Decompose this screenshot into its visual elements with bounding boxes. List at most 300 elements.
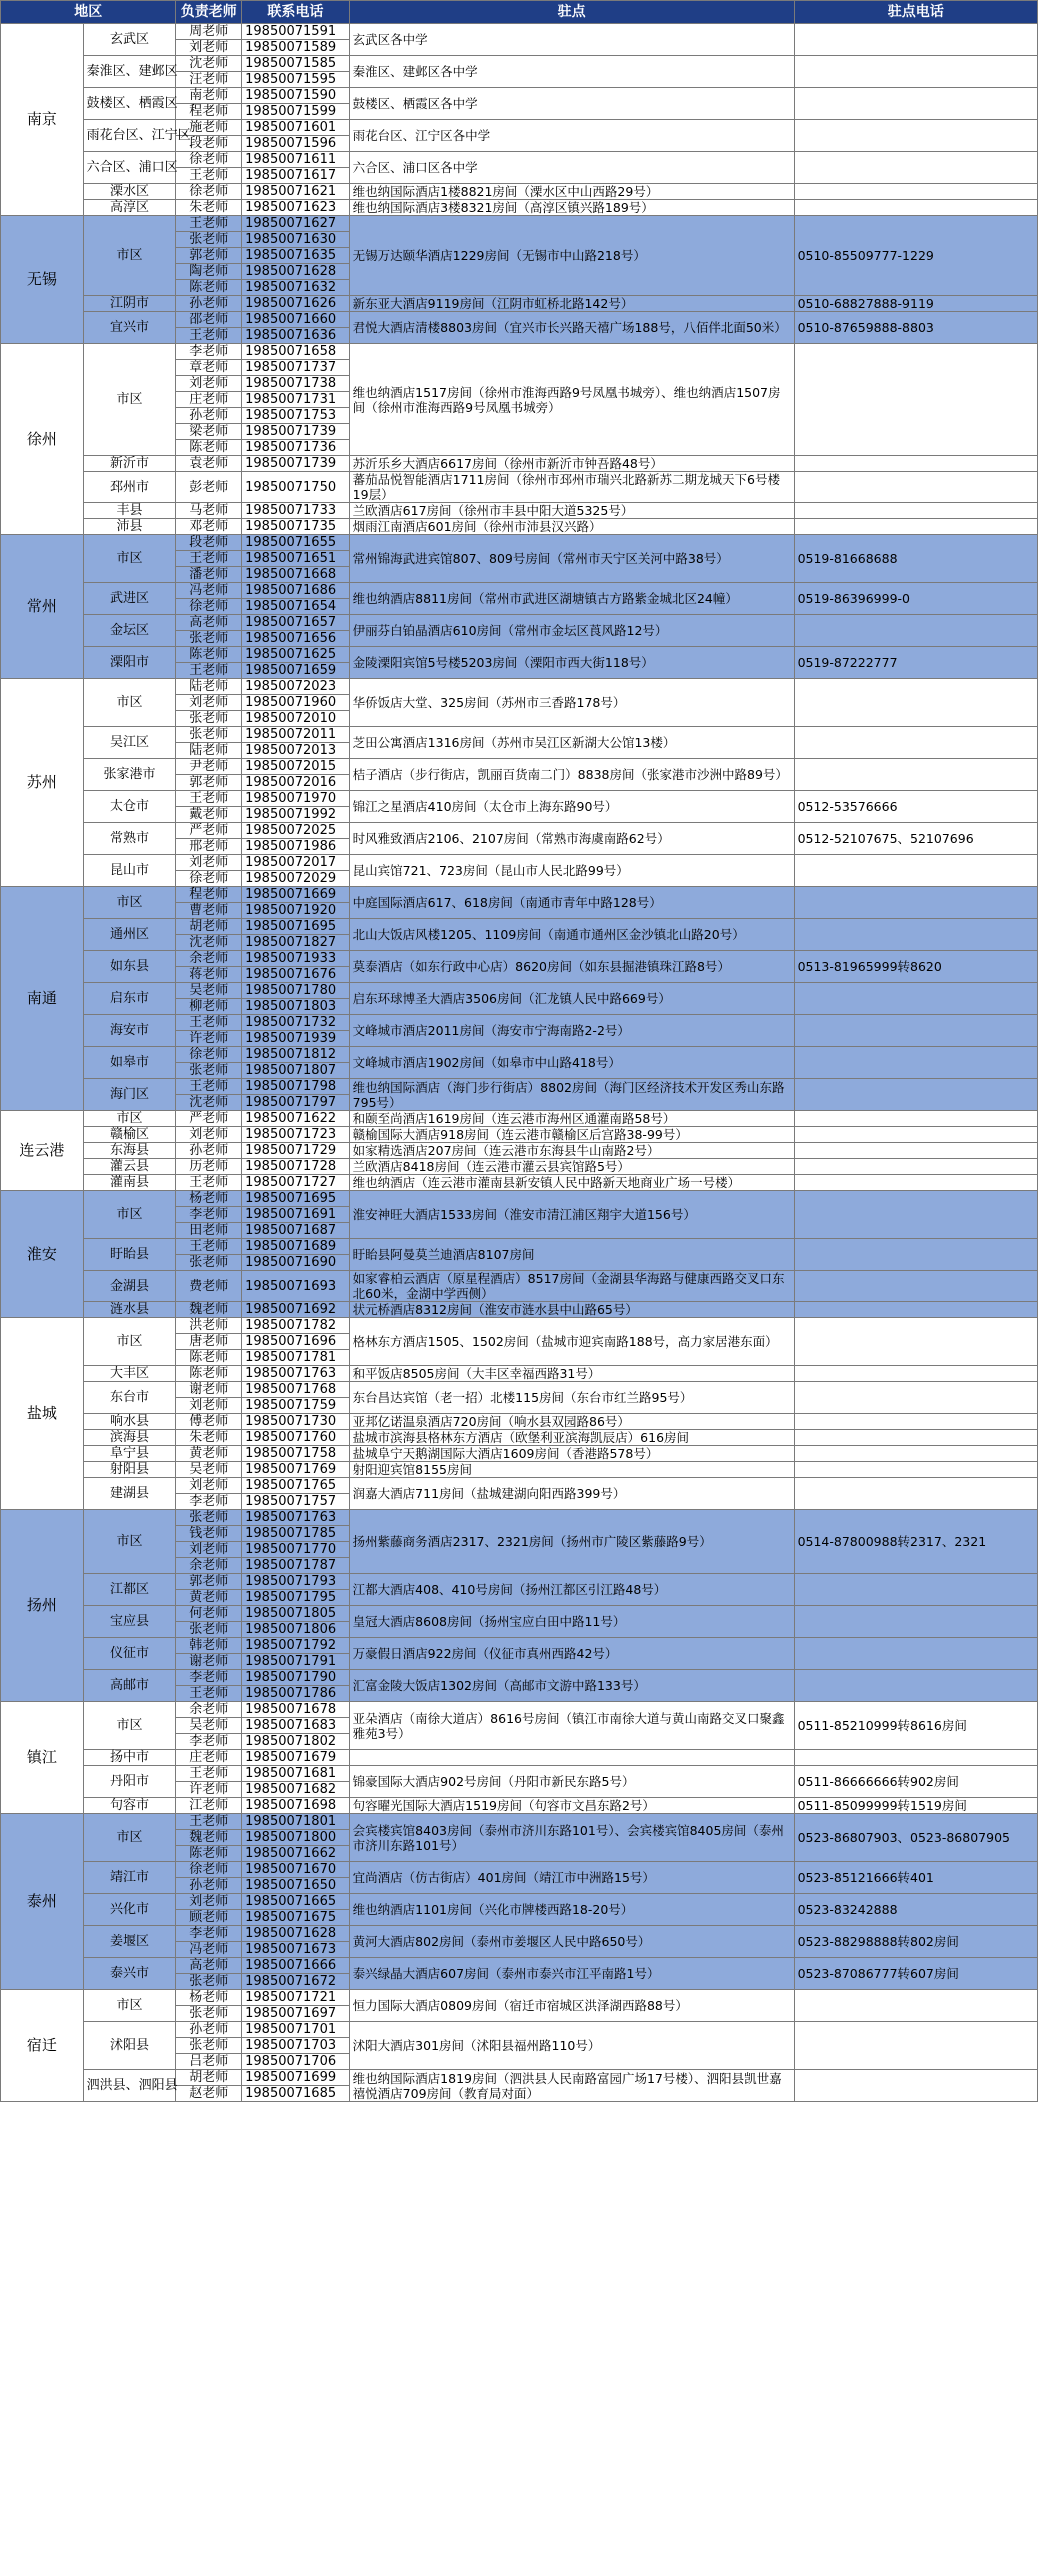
district-cell: 市区 [83, 1814, 176, 1862]
teacher-cell: 孙老师 [176, 296, 242, 312]
teacher-cell: 段老师 [176, 136, 242, 152]
location-phone-cell [794, 24, 1037, 56]
location-phone-cell [794, 1079, 1037, 1111]
phone-cell: 19850071585 [242, 56, 350, 72]
header-phone: 联系电话 [242, 1, 350, 24]
teacher-cell: 历老师 [176, 1159, 242, 1175]
district-cell: 市区 [83, 1510, 176, 1574]
table-row [1, 184, 1038, 200]
table-row [1, 1798, 1038, 1814]
teacher-cell: 李老师 [176, 1207, 242, 1223]
phone-cell: 19850072015 [242, 759, 350, 775]
table-row [1, 1702, 1038, 1718]
location-cell: 会宾楼宾馆8403房间（泰州市济川东路101号）、会宾楼宾馆8405房间（泰州市济川东路101号） [349, 1814, 794, 1862]
phone-cell: 19850071803 [242, 999, 350, 1015]
location-phone-cell [794, 1127, 1037, 1143]
header-location: 驻点 [349, 1, 794, 24]
district-cell: 灌南县 [83, 1175, 176, 1191]
city-cell: 南通 [1, 887, 84, 1111]
phone-cell: 19850071739 [242, 456, 350, 472]
location-cell: 六合区、浦口区各中学 [349, 152, 794, 184]
teacher-cell: 田老师 [176, 1223, 242, 1239]
location-cell: 雨花台区、江宁区各中学 [349, 120, 794, 152]
phone-cell: 19850071622 [242, 1111, 350, 1127]
table-body [1, 24, 1038, 2102]
location-cell: 格林东方酒店1505、1502房间（盐城市迎宾南路188号，高力家居港东面） [349, 1318, 794, 1366]
city-cell: 徐州 [1, 344, 84, 535]
teacher-cell: 陈老师 [176, 280, 242, 296]
location-phone-cell: 0519-86396999-0 [794, 583, 1037, 615]
phone-cell: 19850071626 [242, 296, 350, 312]
teacher-cell: 孙老师 [176, 1878, 242, 1894]
table-row [1, 1302, 1038, 1318]
table-row [1, 679, 1038, 695]
phone-cell: 19850071611 [242, 152, 350, 168]
district-cell: 建湖县 [83, 1478, 176, 1510]
location-phone-cell: 0523-86807903、0523-86807905 [794, 1814, 1037, 1862]
phone-cell: 19850071753 [242, 408, 350, 424]
teacher-cell: 杨老师 [176, 1191, 242, 1207]
location-phone-cell: 0512-52107675、52107696 [794, 823, 1037, 855]
teacher-cell: 魏老师 [176, 1830, 242, 1846]
district-cell: 丰县 [83, 503, 176, 519]
phone-cell: 19850072010 [242, 711, 350, 727]
location-phone-cell [794, 456, 1037, 472]
location-phone-cell: 0510-68827888-9119 [794, 296, 1037, 312]
table-row [1, 1191, 1038, 1207]
teacher-cell: 顾老师 [176, 1910, 242, 1926]
teacher-cell: 沈老师 [176, 935, 242, 951]
teacher-cell: 袁老师 [176, 456, 242, 472]
table-row [1, 1574, 1038, 1590]
district-cell: 武进区 [83, 583, 176, 615]
phone-cell: 19850071679 [242, 1750, 350, 1766]
district-cell: 邳州市 [83, 472, 176, 503]
location-cell: 和平饭店8505房间（大丰区幸福西路31号） [349, 1366, 794, 1382]
teacher-cell: 王老师 [176, 1686, 242, 1702]
district-cell: 如东县 [83, 951, 176, 983]
phone-cell: 19850071697 [242, 2006, 350, 2022]
phone-cell: 19850071827 [242, 935, 350, 951]
district-cell: 昆山市 [83, 855, 176, 887]
city-cell: 泰州 [1, 1814, 84, 1990]
table-row [1, 216, 1038, 232]
district-cell: 盱眙县 [83, 1239, 176, 1271]
district-cell: 大丰区 [83, 1366, 176, 1382]
teacher-cell: 潘老师 [176, 567, 242, 583]
location-cell: 盐城市滨海县格林东方酒店（欧堡利亚滨海凯辰店）616房间 [349, 1430, 794, 1446]
teacher-cell: 赵老师 [176, 2086, 242, 2102]
phone-cell: 19850071627 [242, 216, 350, 232]
teacher-cell: 孙老师 [176, 2022, 242, 2038]
table-row [1, 312, 1038, 328]
teacher-cell: 汪老师 [176, 72, 242, 88]
location-cell [349, 1750, 794, 1766]
location-cell: 伊丽芬白铂晶酒店610房间（常州市金坛区莨风路12号） [349, 615, 794, 647]
phone-cell: 19850071617 [242, 168, 350, 184]
location-phone-cell [794, 759, 1037, 791]
teacher-cell: 沈老师 [176, 56, 242, 72]
teacher-cell: 王老师 [176, 328, 242, 344]
phone-cell: 19850071797 [242, 1095, 350, 1111]
location-cell: 鼓楼区、栖霞区各中学 [349, 88, 794, 120]
table-row [1, 200, 1038, 216]
table-row [1, 2070, 1038, 2086]
table-row [1, 1382, 1038, 1398]
teacher-cell: 陈老师 [176, 1350, 242, 1366]
location-cell: 维也纳国际酒店3楼8321房间（高淳区镇兴路189号） [349, 200, 794, 216]
teacher-cell: 唐老师 [176, 1334, 242, 1350]
teacher-cell: 程老师 [176, 104, 242, 120]
location-cell: 江都大酒店408、410号房间（扬州江都区引江路48号） [349, 1574, 794, 1606]
teacher-cell: 胡老师 [176, 919, 242, 935]
teacher-cell: 张老师 [176, 631, 242, 647]
table-row [1, 56, 1038, 72]
location-phone-cell [794, 1446, 1037, 1462]
phone-cell: 19850071628 [242, 264, 350, 280]
phone-cell: 19850071693 [242, 1271, 350, 1302]
table-row [1, 1239, 1038, 1255]
location-cell: 时风雅致酒店2106、2107房间（常熟市海虞南路62号） [349, 823, 794, 855]
location-cell: 宜尚酒店（仿古街店）401房间（靖江市中洲路15号） [349, 1862, 794, 1894]
location-phone-cell [794, 1318, 1037, 1366]
phone-cell: 19850071806 [242, 1622, 350, 1638]
location-cell: 润嘉大酒店711房间（盐城建湖向阳西路399号） [349, 1478, 794, 1510]
phone-cell: 19850071791 [242, 1654, 350, 1670]
district-cell: 靖江市 [83, 1862, 176, 1894]
phone-cell: 19850071992 [242, 807, 350, 823]
location-phone-cell: 0510-85509777-1229 [794, 216, 1037, 296]
table-row [1, 983, 1038, 999]
teacher-cell: 吴老师 [176, 983, 242, 999]
phone-cell: 19850071757 [242, 1494, 350, 1510]
phone-cell: 19850071682 [242, 1782, 350, 1798]
phone-cell: 19850071739 [242, 424, 350, 440]
location-phone-cell [794, 1478, 1037, 1510]
phone-cell: 19850071665 [242, 1894, 350, 1910]
phone-cell: 19850071787 [242, 1558, 350, 1574]
teacher-cell: 陈老师 [176, 1846, 242, 1862]
teacher-cell: 谢老师 [176, 1654, 242, 1670]
table-row [1, 1606, 1038, 1622]
phone-cell: 19850071695 [242, 919, 350, 935]
teacher-cell: 张老师 [176, 232, 242, 248]
location-cell: 黄河大酒店802房间（泰州市姜堰区人民中路650号） [349, 1926, 794, 1958]
teacher-cell: 高老师 [176, 615, 242, 631]
phone-cell: 19850071683 [242, 1718, 350, 1734]
phone-cell: 19850071790 [242, 1670, 350, 1686]
location-cell: 恒力国际大酒店0809房间（宿迁市宿城区洪泽湖西路88号） [349, 1990, 794, 2022]
district-cell: 六合区、浦口区 [83, 152, 176, 184]
district-cell: 鼓楼区、栖霞区 [83, 88, 176, 120]
teacher-cell: 王老师 [176, 1175, 242, 1191]
teacher-cell: 许老师 [176, 1031, 242, 1047]
district-cell: 宜兴市 [83, 312, 176, 344]
district-cell: 市区 [83, 887, 176, 919]
teacher-cell: 洪老师 [176, 1318, 242, 1334]
phone-cell: 19850071780 [242, 983, 350, 999]
table-row [1, 1958, 1038, 1974]
teacher-cell: 郭老师 [176, 248, 242, 264]
phone-cell: 19850071675 [242, 1910, 350, 1926]
phone-cell: 19850071802 [242, 1734, 350, 1750]
district-cell: 张家港市 [83, 759, 176, 791]
teacher-cell: 张老师 [176, 711, 242, 727]
phone-cell: 19850071960 [242, 695, 350, 711]
district-cell: 涟水县 [83, 1302, 176, 1318]
teacher-cell: 郭老师 [176, 775, 242, 791]
teacher-cell: 王老师 [176, 791, 242, 807]
table-row [1, 456, 1038, 472]
location-cell: 锦江之星酒店410房间（太仓市上海东路90号） [349, 791, 794, 823]
district-cell: 丹阳市 [83, 1766, 176, 1798]
location-phone-cell [794, 120, 1037, 152]
phone-cell: 19850071589 [242, 40, 350, 56]
district-cell: 沛县 [83, 519, 176, 535]
phone-cell: 19850071632 [242, 280, 350, 296]
city-cell: 连云港 [1, 1111, 84, 1191]
district-cell: 常熟市 [83, 823, 176, 855]
teacher-cell: 刘老师 [176, 1398, 242, 1414]
table-row [1, 1510, 1038, 1526]
teacher-cell: 张老师 [176, 1063, 242, 1079]
phone-cell: 19850071792 [242, 1638, 350, 1654]
location-cell: 皇冠大酒店8608房间（扬州宝应白田中路11号） [349, 1606, 794, 1638]
location-cell: 新东亚大酒店9119房间（江阴市虹桥北路142号） [349, 296, 794, 312]
teacher-cell: 王老师 [176, 1079, 242, 1095]
phone-cell: 19850072016 [242, 775, 350, 791]
teacher-cell: 刘老师 [176, 376, 242, 392]
teacher-cell: 张老师 [176, 1255, 242, 1271]
teacher-cell: 彭老师 [176, 472, 242, 503]
phone-cell: 19850071793 [242, 1574, 350, 1590]
location-cell: 维也纳国际酒店（海门步行街店）8802房间（海门区经济技术开发区秀山东路795号） [349, 1079, 794, 1111]
location-phone-cell [794, 887, 1037, 919]
teacher-cell: 尹老师 [176, 759, 242, 775]
location-phone-cell: 0511-86666666转902房间 [794, 1766, 1037, 1798]
phone-cell: 19850071676 [242, 967, 350, 983]
phone-cell: 19850071768 [242, 1382, 350, 1398]
location-phone-cell [794, 679, 1037, 727]
teacher-cell: 严老师 [176, 823, 242, 839]
teacher-cell: 傅老师 [176, 1414, 242, 1430]
district-cell: 吴江区 [83, 727, 176, 759]
phone-cell: 19850072011 [242, 727, 350, 743]
location-phone-cell [794, 2070, 1037, 2102]
table-row [1, 1015, 1038, 1031]
location-cell: 秦淮区、建邺区各中学 [349, 56, 794, 88]
phone-cell: 19850071692 [242, 1302, 350, 1318]
table-row [1, 1079, 1038, 1095]
table-row [1, 583, 1038, 599]
district-cell: 新沂市 [83, 456, 176, 472]
phone-cell: 19850071687 [242, 1223, 350, 1239]
table-row [1, 1111, 1038, 1127]
location-phone-cell [794, 1670, 1037, 1702]
table-row [1, 1047, 1038, 1063]
phone-cell: 19850071970 [242, 791, 350, 807]
table-row [1, 1271, 1038, 1302]
district-cell: 响水县 [83, 1414, 176, 1430]
teacher-cell: 魏老师 [176, 1302, 242, 1318]
phone-cell: 19850071759 [242, 1398, 350, 1414]
location-phone-cell [794, 1382, 1037, 1414]
teacher-cell: 李老师 [176, 1734, 242, 1750]
district-cell: 如皋市 [83, 1047, 176, 1079]
location-phone-cell: 0519-81668688 [794, 535, 1037, 583]
table-row [1, 1462, 1038, 1478]
phone-cell: 19850071596 [242, 136, 350, 152]
teacher-cell: 黄老师 [176, 1590, 242, 1606]
table-row [1, 535, 1038, 551]
phone-cell: 19850071733 [242, 503, 350, 519]
table-row [1, 1750, 1038, 1766]
district-cell: 雨花台区、江宁区 [83, 120, 176, 152]
location-phone-cell [794, 1462, 1037, 1478]
district-cell: 江都区 [83, 1574, 176, 1606]
table-row [1, 1638, 1038, 1654]
header-region: 地区 [1, 1, 176, 24]
phone-cell: 19850071732 [242, 1015, 350, 1031]
table-row [1, 296, 1038, 312]
header-location-phone: 驻点电话 [794, 1, 1037, 24]
city-cell: 淮安 [1, 1191, 84, 1318]
location-cell: 兰欧酒店8418房间（连云港市灌云县宾馆路5号） [349, 1159, 794, 1175]
teacher-cell: 张老师 [176, 727, 242, 743]
location-phone-cell [794, 919, 1037, 951]
teacher-cell: 刘老师 [176, 695, 242, 711]
district-cell: 溧水区 [83, 184, 176, 200]
location-cell: 扬州紫藤商务酒店2317、2321房间（扬州市广陵区紫藤路9号） [349, 1510, 794, 1574]
district-cell: 仪征市 [83, 1638, 176, 1670]
location-cell: 状元桥酒店8312房间（淮安市涟水县中山路65号） [349, 1302, 794, 1318]
table-row [1, 24, 1038, 40]
location-cell: 蕃茄品悦智能酒店1711房间（徐州市邳州市瑞兴北路新苏二期龙城天下6号楼19层） [349, 472, 794, 503]
teacher-cell: 南老师 [176, 88, 242, 104]
teacher-cell: 许老师 [176, 1782, 242, 1798]
phone-cell: 19850071933 [242, 951, 350, 967]
district-cell: 扬中市 [83, 1750, 176, 1766]
table-row [1, 1990, 1038, 2006]
location-cell: 维也纳酒店（连云港市灌南县新安镇人民中路新天地商业广场一号楼） [349, 1175, 794, 1191]
teacher-cell: 王老师 [176, 1015, 242, 1031]
location-phone-cell [794, 1175, 1037, 1191]
teacher-cell: 张老师 [176, 2006, 242, 2022]
district-cell: 市区 [83, 1111, 176, 1127]
phone-cell: 19850071798 [242, 1079, 350, 1095]
district-cell: 市区 [83, 1191, 176, 1239]
phone-cell: 19850071765 [242, 1478, 350, 1494]
table-row [1, 120, 1038, 136]
district-cell: 滨海县 [83, 1430, 176, 1446]
location-phone-cell [794, 56, 1037, 88]
district-cell: 高邮市 [83, 1670, 176, 1702]
teacher-cell: 朱老师 [176, 1430, 242, 1446]
teacher-cell: 邓老师 [176, 519, 242, 535]
phone-cell: 19850071658 [242, 344, 350, 360]
location-phone-cell [794, 1430, 1037, 1446]
phone-cell: 19850072023 [242, 679, 350, 695]
district-cell: 高淳区 [83, 200, 176, 216]
phone-cell: 19850071723 [242, 1127, 350, 1143]
location-phone-cell [794, 1143, 1037, 1159]
table-row [1, 887, 1038, 903]
phone-cell: 19850071659 [242, 663, 350, 679]
location-cell: 维也纳酒店1101房间（兴化市牌楼西路18-20号） [349, 1894, 794, 1926]
phone-cell: 19850071678 [242, 1702, 350, 1718]
table-row [1, 344, 1038, 360]
district-cell: 海安市 [83, 1015, 176, 1047]
location-cell: 君悦大酒店清楼8803房间（宜兴市长兴路天禧广场188号，八佰伴北面50米） [349, 312, 794, 344]
phone-cell: 19850071758 [242, 1446, 350, 1462]
city-cell: 南京 [1, 24, 84, 216]
table-row [1, 727, 1038, 743]
teacher-cell: 韩老师 [176, 1638, 242, 1654]
teacher-cell: 江老师 [176, 1798, 242, 1814]
location-phone-cell [794, 1159, 1037, 1175]
district-cell: 东台市 [83, 1382, 176, 1414]
district-cell: 市区 [83, 1702, 176, 1750]
teacher-cell: 王老师 [176, 168, 242, 184]
phone-cell: 19850071623 [242, 200, 350, 216]
phone-cell: 19850071685 [242, 2086, 350, 2102]
teacher-cell: 谢老师 [176, 1382, 242, 1398]
teacher-cell: 王老师 [176, 216, 242, 232]
district-cell: 赣榆区 [83, 1127, 176, 1143]
phone-cell: 19850071795 [242, 1590, 350, 1606]
location-phone-cell [794, 472, 1037, 503]
location-cell: 常州锦海武进宾馆807、809号房间（常州市天宁区关河中路38号） [349, 535, 794, 583]
teacher-cell: 陆老师 [176, 679, 242, 695]
teacher-cell: 刘老师 [176, 1542, 242, 1558]
phone-cell: 19850072029 [242, 871, 350, 887]
location-phone-cell [794, 1750, 1037, 1766]
location-phone-cell [794, 1191, 1037, 1239]
phone-cell: 19850071703 [242, 2038, 350, 2054]
phone-cell: 19850071812 [242, 1047, 350, 1063]
district-cell: 江阴市 [83, 296, 176, 312]
table-row [1, 1926, 1038, 1942]
location-cell: 桔子酒店（步行街店，凯丽百货南二门）8838房间（张家港市沙洲中路89号） [349, 759, 794, 791]
table-row [1, 472, 1038, 503]
district-cell: 金湖县 [83, 1271, 176, 1302]
teacher-cell: 曹老师 [176, 903, 242, 919]
teacher-cell: 沈老师 [176, 1095, 242, 1111]
teacher-cell: 梁老师 [176, 424, 242, 440]
teacher-cell: 李老师 [176, 1926, 242, 1942]
phone-cell: 19850071728 [242, 1159, 350, 1175]
phone-cell: 19850071770 [242, 1542, 350, 1558]
phone-cell: 19850071696 [242, 1334, 350, 1350]
teacher-cell: 徐老师 [176, 599, 242, 615]
table-row [1, 1478, 1038, 1494]
location-phone-cell: 0511-85099999转1519房间 [794, 1798, 1037, 1814]
phone-cell: 19850071736 [242, 440, 350, 456]
city-cell: 宿迁 [1, 1990, 84, 2102]
teacher-cell: 刘老师 [176, 40, 242, 56]
phone-cell: 19850071737 [242, 360, 350, 376]
table-row [1, 823, 1038, 839]
teacher-cell: 吴老师 [176, 1718, 242, 1734]
teacher-cell: 余老师 [176, 1702, 242, 1718]
phone-cell: 19850071695 [242, 1191, 350, 1207]
district-cell: 市区 [83, 216, 176, 296]
phone-cell: 19850071690 [242, 1255, 350, 1271]
phone-cell: 19850071590 [242, 88, 350, 104]
location-cell: 如家睿柏云酒店（原星程酒店）8517房间（金湖县华海路与健康西路交叉口东北60米，金湖中学西侧） [349, 1271, 794, 1302]
location-cell: 启东环球博圣大酒店3506房间（汇龙镇人民中路669号） [349, 983, 794, 1015]
city-cell: 镇江 [1, 1702, 84, 1814]
